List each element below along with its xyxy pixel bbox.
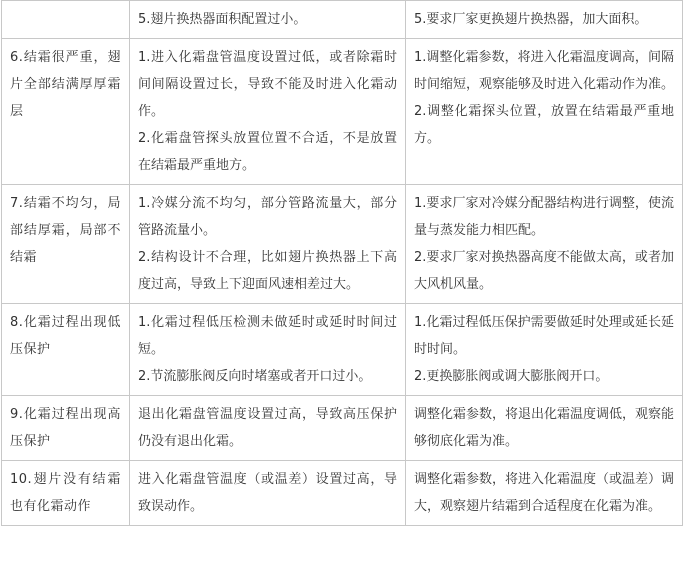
cause-cell [130, 185, 406, 304]
cause-cell [130, 304, 406, 396]
solution-item: 2.更换膨胀阀或调大膨胀阀开口。 [414, 369, 609, 384]
cause-item: 2.节流膨胀阀反向时堵塞或者开口过小。 [138, 369, 372, 384]
solution-cell [406, 461, 683, 526]
solution-item: 调整化霜参数，将进入化霜温度（或温差）调大，观察翅片结霜到合适程度在化霜为准。 [414, 472, 675, 514]
cause-item: 退出化霜盘管温度设置过高，导致高压保护仍没有退出化霜。 [138, 407, 397, 449]
solution-item: 5.要求厂家更换翅片换热器，加大面积。 [414, 12, 648, 27]
solution-item: 1.要求厂家对冷媒分配器结构进行调整，使流量与蒸发能力相匹配。 [414, 196, 674, 238]
cause-item: 1.化霜过程低压检测未做延时或延时时间过短。 [138, 315, 397, 357]
cause-cell [130, 396, 406, 461]
fault-cell: 8.化霜过程出现低压保护 [2, 304, 130, 396]
table-row [2, 185, 683, 304]
solution-cell [406, 185, 683, 304]
solution-item: 调整化霜参数，将退出化霜温度调低，观察能够彻底化霜为准。 [414, 407, 675, 449]
cause-item: 2.结构设计不合理，比如翅片换热器上下高度过高，导致上下迎面风速相差过大。 [138, 250, 397, 292]
solution-item: 1.化霜过程低压保护需要做延时处理或延长延时时间。 [414, 315, 674, 357]
fault-cell [2, 1, 130, 39]
solution-cell [406, 39, 683, 185]
cause-item: 进入化霜盘管温度（或温差）设置过高，导致误动作。 [138, 472, 397, 514]
cause-cell [130, 1, 406, 39]
cause-item: 5.翅片换热器面积配置过小。 [138, 12, 307, 27]
cause-cell [130, 39, 406, 185]
troubleshooting-table [1, 0, 683, 526]
solution-cell [406, 396, 683, 461]
table-row [2, 461, 683, 526]
cause-item: 1.冷媒分流不均匀，部分管路流量大，部分管路流量小。 [138, 196, 397, 238]
table-row [2, 1, 683, 39]
fault-cell: 9.化霜过程出现高压保护 [2, 396, 130, 461]
fault-cell: 6.结霜很严重，翅片全部结满厚厚霜层 [2, 39, 130, 185]
solution-item: 2.调整化霜探头位置，放置在结霜最严重地方。 [414, 104, 674, 146]
solution-cell [406, 1, 683, 39]
fault-cell: 7.结霜不均匀，局部结厚霜，局部不结霜 [2, 185, 130, 304]
solution-item: 2.要求厂家对换热器高度不能做太高，或者加大风机风量。 [414, 250, 674, 292]
solution-cell [406, 304, 683, 396]
fault-cell: 10.翅片没有结霜也有化霜动作 [2, 461, 130, 526]
cause-item: 2.化霜盘管探头放置位置不合适，不是放置在结霜最严重地方。 [138, 131, 397, 173]
table-row [2, 39, 683, 185]
cause-cell [130, 461, 406, 526]
table-row [2, 304, 683, 396]
cause-item: 1.进入化霜盘管温度设置过低，或者除霜时间间隔设置过长，导致不能及时进入化霜动作。 [138, 50, 397, 119]
solution-item: 1.调整化霜参数，将进入化霜温度调高，间隔时间缩短，观察能够及时进入化霜动作为准。 [414, 50, 675, 92]
table-row [2, 396, 683, 461]
